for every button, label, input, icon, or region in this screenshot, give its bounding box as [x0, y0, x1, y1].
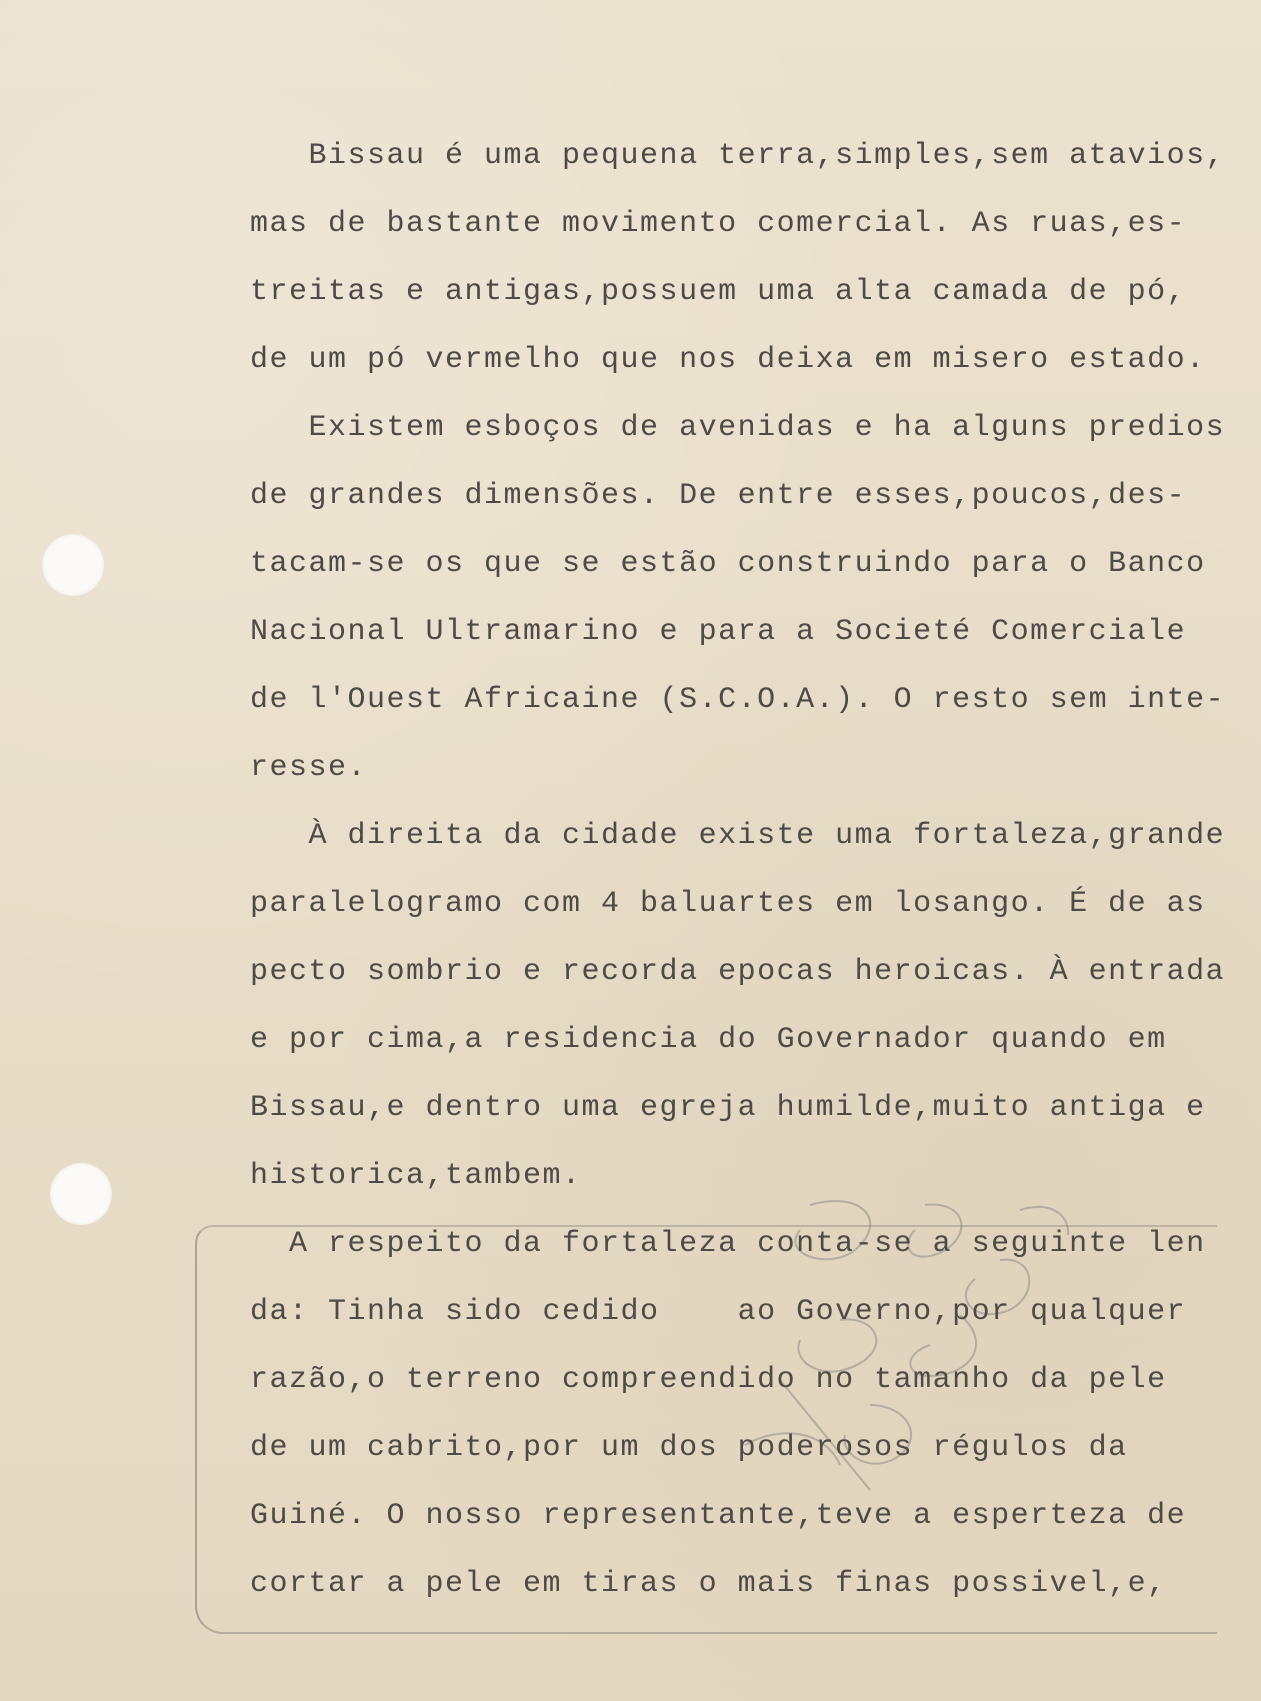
text-line: resse.	[250, 751, 368, 785]
text-line: treitas e antigas,possuem uma alta camada de pó,	[250, 275, 1187, 309]
text-line: da: Tinha sido cedido ao Governo,por qualquer	[250, 1295, 1187, 1329]
text-line: Guiné. O nosso representante,teve a esperteza de	[250, 1499, 1187, 1533]
punch-hole-bottom	[50, 1163, 112, 1225]
text-line: Existem esboços de avenidas e ha alguns predios	[250, 411, 1226, 445]
text-line: historica,tambem.	[250, 1159, 582, 1193]
text-line: mas de bastante movimento comercial. As ruas,es-	[250, 207, 1187, 241]
punch-hole-top	[42, 534, 104, 596]
text-line: razão,o terreno compreendido no tamanho da pele	[250, 1363, 1167, 1397]
text-line: À direita da cidade existe uma fortaleza,grande	[250, 819, 1226, 853]
text-line: Bissau,e dentro uma egreja humilde,muito antiga e	[250, 1091, 1206, 1125]
text-line: tacam-se os que se estão construindo para o Banco	[250, 547, 1206, 581]
text-line: A respeito da fortaleza conta-se a seguinte len	[250, 1227, 1206, 1261]
text-line: de um pó vermelho que nos deixa em misero estado.	[250, 343, 1206, 377]
text-line: paralelogramo com 4 baluartes em losango. É de as	[250, 887, 1206, 921]
text-line: Nacional Ultramarino e para a Societé Comerciale	[250, 615, 1187, 649]
text-line: cortar a pele em tiras o mais finas possivel,e,	[250, 1567, 1167, 1601]
text-line: de grandes dimensões. De entre esses,poucos,des-	[250, 479, 1187, 513]
typed-text-block	[250, 140, 1250, 1636]
text-line: Bissau é uma pequena terra,simples,sem atavios,	[250, 139, 1226, 173]
text-line: de l'Ouest Africaine (S.C.O.A.). O resto sem inte-	[250, 683, 1226, 717]
text-line: pecto sombrio e recorda epocas heroicas. À entrada	[250, 955, 1226, 989]
text-line: de um cabrito,por um dos poderosos régulos da	[250, 1431, 1128, 1465]
text-line: e por cima,a residencia do Governador quando em	[250, 1023, 1167, 1057]
